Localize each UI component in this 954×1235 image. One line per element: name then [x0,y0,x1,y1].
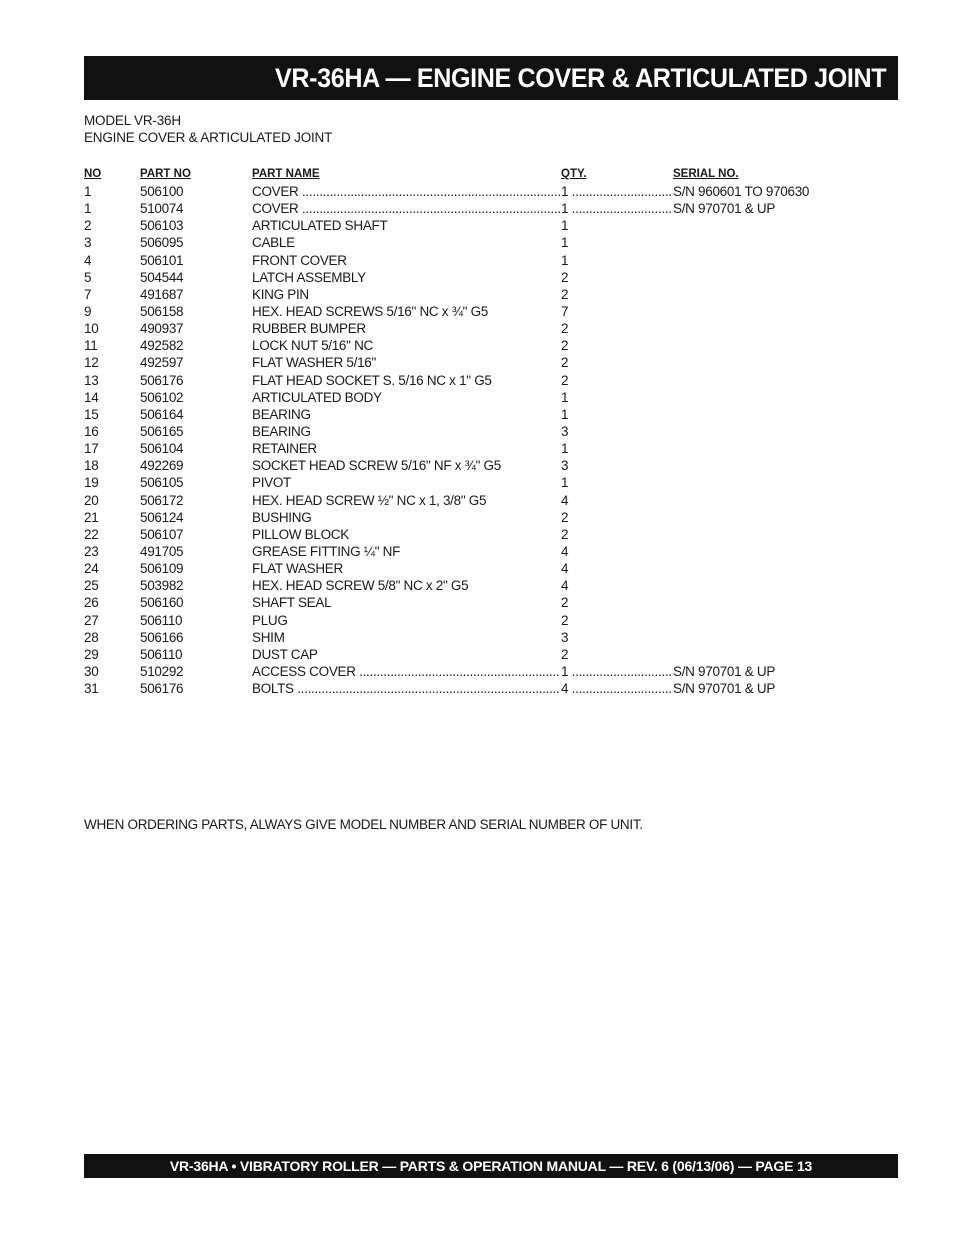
quantity-text: 1 [561,218,569,234]
quantity [561,629,671,646]
serial-number [673,183,809,200]
table-row [84,354,824,371]
item-number-text: 28 [84,629,99,645]
quantity [561,389,671,406]
quantity-text: 4 [561,492,569,508]
item-number [84,200,91,217]
part-number [140,646,182,663]
item-number [84,629,98,646]
item-number-text: 12 [84,355,99,371]
part-number-text: 492597 [140,355,184,371]
part-name [252,509,560,526]
page-title: VR-36HA — ENGINE COVER & ARTICULATED JOINT [274,63,886,93]
item-number-text: 5 [84,269,92,285]
table-row [84,337,824,354]
part-name [252,252,560,269]
item-number [84,612,98,629]
part-name-text: FLAT WASHER [252,561,343,577]
quantity-text: 1 [561,663,569,679]
item-number [84,543,98,560]
table-row [84,389,824,406]
part-name [252,663,560,680]
item-number-text: 15 [84,406,99,422]
table-row [84,543,824,560]
part-name-text: BEARING [252,406,311,422]
table-row [84,594,824,611]
part-number [140,543,183,560]
quantity-text: 2 [561,509,569,525]
part-number-text: 506103 [140,218,184,234]
item-number [84,354,98,371]
part-name-text: BOLTS [252,681,294,697]
part-number-text: 506107 [140,526,184,542]
part-name-text: HEX. HEAD SCREW ½" NC x 1, 3/8" G5 [252,492,487,508]
quantity [561,560,671,577]
table-row [84,492,824,509]
serial-number-text: S/N 970701 & UP [673,681,776,697]
serial-number [673,680,775,697]
part-number [140,612,182,629]
part-number-text: 490937 [140,321,184,337]
quantity [561,440,671,457]
part-number [140,509,183,526]
item-number [84,594,98,611]
part-number [140,389,183,406]
part-name-text: PILLOW BLOCK [252,526,349,542]
quantity [561,183,671,200]
item-number-text: 14 [84,389,99,405]
table-row [84,423,824,440]
column-header-no: NO [84,168,102,180]
quantity-text: 1 [561,389,569,405]
table-row [84,629,824,646]
quantity [561,612,671,629]
item-number-text: 3 [84,235,92,251]
part-name [252,543,560,560]
part-name-text: RUBBER BUMPER [252,321,366,337]
item-number-text: 4 [84,252,92,268]
part-number-text: 506104 [140,441,184,457]
part-number [140,594,183,611]
item-number [84,526,98,543]
part-number [140,423,183,440]
part-name [252,474,560,491]
table-row [84,200,824,217]
serial-number-text: S/N 970701 & UP [673,201,776,217]
part-name-text: ACCESS COVER [252,663,356,679]
item-number-text: 16 [84,423,99,439]
table-row [84,217,824,234]
quantity-text: 2 [561,612,569,628]
part-number-text: 510074 [140,201,184,217]
part-name [252,303,560,320]
part-name-text: ARTICULATED SHAFT [252,218,388,234]
part-name-text: HEX. HEAD SCREWS 5/16" NC x ¾" G5 [252,303,489,319]
quantity [561,354,671,371]
item-number-text: 30 [84,663,99,679]
quantity-text: 2 [561,321,569,337]
table-row [84,577,824,594]
part-name-text: LATCH ASSEMBLY [252,269,366,285]
quantity-text: 4 [561,543,569,559]
quantity-text: 1 [561,235,569,251]
item-number-text: 31 [84,681,99,697]
table-row [84,457,824,474]
part-name [252,183,560,200]
table-row [84,286,824,303]
quantity [561,372,671,389]
quantity [561,457,671,474]
part-name [252,457,560,474]
part-number [140,303,183,320]
part-name-text: COVER [252,184,299,199]
quantity [561,423,671,440]
item-number [84,286,91,303]
quantity-text: 2 [561,286,569,302]
part-number-text: 506124 [140,509,184,525]
part-number [140,320,183,337]
part-number [140,217,183,234]
quantity-text: 1 [561,441,569,457]
quantity [561,337,671,354]
item-number [84,680,98,697]
part-number-text: 506102 [140,389,184,405]
part-name-text: DUST CAP [252,646,318,662]
part-number [140,560,183,577]
part-number-text: 506095 [140,235,184,251]
item-number [84,423,98,440]
quantity-text: 3 [561,458,569,474]
item-number-text: 7 [84,286,92,302]
part-name-text: FLAT HEAD SOCKET S. 5/16 NC x 1" G5 [252,372,492,388]
part-name [252,354,560,371]
part-name-text: SHAFT SEAL [252,595,332,611]
column-header-part-name: PART NAME [252,168,320,180]
column-header-part-no: PART NO [140,168,191,180]
quantity [561,492,671,509]
part-number [140,286,183,303]
part-name-text: PIVOT [252,475,292,491]
item-number [84,183,91,200]
part-name-text: KING PIN [252,286,309,302]
quantity [561,663,671,680]
part-name-text: GREASE FITTING ¼" NF [252,543,401,559]
serial-number-text: S/N 960601 TO 970630 [673,184,810,199]
part-name [252,680,560,697]
quantity-text: 1 [561,406,569,422]
quantity-text: 2 [561,338,569,354]
quantity-text: 7 [561,303,569,319]
table-row [84,646,824,663]
part-number [140,492,183,509]
item-number-text: 2 [84,218,92,234]
quantity-text: 2 [561,595,569,611]
part-number-text: 503982 [140,578,184,594]
part-number-text: 506158 [140,303,184,319]
part-number [140,200,183,217]
item-number-text: 23 [84,543,99,559]
item-number-text: 17 [84,441,99,457]
table-row [84,252,824,269]
quantity [561,474,671,491]
part-name-text: LOCK NUT 5/16" NC [252,338,373,354]
quantity [561,252,671,269]
part-number [140,474,183,491]
item-number [84,389,98,406]
part-name [252,560,560,577]
part-number-text: 506110 [140,646,183,662]
part-name-text: SOCKET HEAD SCREW 5/16" NF x ¾" G5 [252,458,501,474]
part-number [140,234,183,251]
part-number-text: 506109 [140,561,184,577]
ordering-note: WHEN ORDERING PARTS, ALWAYS GIVE MODEL NUMBER AND SERIAL NUMBER OF UNIT. [84,817,643,832]
quantity [561,646,671,663]
quantity-text: 3 [561,629,569,645]
part-name [252,200,560,217]
table-row [84,440,824,457]
part-number [140,372,183,389]
part-number [140,680,183,697]
quantity-text: 2 [561,355,569,371]
quantity-text: 2 [561,269,569,285]
part-number-text: 506100 [140,184,184,199]
table-row [84,560,824,577]
item-number-text: 10 [84,321,99,337]
part-number [140,183,183,200]
item-number-text: 25 [84,578,99,594]
quantity [561,543,671,560]
part-name [252,406,560,423]
item-number-text: 21 [84,509,99,525]
item-number-text: 11 [84,338,98,354]
quantity-text: 1 [561,184,569,199]
item-number [84,560,98,577]
quantity [561,200,671,217]
quantity [561,303,671,320]
item-number [84,474,98,491]
part-number-text: 491705 [140,543,184,559]
item-number-text: 1 [84,184,92,199]
column-header-qty: QTY. [561,168,587,180]
quantity [561,286,671,303]
part-number-text: 492582 [140,338,184,354]
part-number [140,526,183,543]
part-number [140,252,183,269]
part-name [252,389,560,406]
part-name [252,629,560,646]
quantity-text: 1 [561,475,569,491]
part-number-text: 506160 [140,595,184,611]
item-number-text: 20 [84,492,99,508]
part-number [140,406,183,423]
quantity-text: 2 [561,372,569,388]
item-number-text: 22 [84,526,99,542]
part-name [252,320,560,337]
part-name-text: COVER [252,201,299,217]
item-number [84,320,98,337]
part-name [252,423,560,440]
part-name [252,577,560,594]
item-number [84,577,98,594]
table-row [84,663,824,680]
quantity [561,680,671,697]
item-number [84,217,91,234]
part-number-text: 506166 [140,629,184,645]
item-number-text: 18 [84,458,99,474]
item-number [84,663,98,680]
table-row [84,269,824,286]
table-row [84,526,824,543]
part-name-text: CABLE [252,235,295,251]
part-number [140,354,183,371]
part-number-text: 492269 [140,458,184,474]
serial-number [673,200,775,217]
part-number-text: 506176 [140,372,184,388]
part-number [140,440,183,457]
part-name-text: PLUG [252,612,288,628]
part-name-text: BUSHING [252,509,312,525]
quantity-text: 4 [561,681,569,697]
quantity [561,217,671,234]
part-name [252,217,560,234]
quantity [561,526,671,543]
part-name [252,440,560,457]
part-number [140,663,183,680]
item-number [84,457,98,474]
model-label: MODEL VR-36H [84,113,181,128]
part-name-text: FRONT COVER [252,252,347,268]
part-number-text: 506110 [140,612,183,628]
quantity-text: 1 [561,252,569,268]
quantity-text: 4 [561,578,569,594]
part-number-text: 506101 [140,252,184,268]
item-number [84,269,91,286]
table-row [84,509,824,526]
quantity-text: 2 [561,526,569,542]
part-name [252,646,560,663]
item-number [84,646,98,663]
quantity-text: 3 [561,423,569,439]
footer-bar [84,1154,898,1178]
table-row [84,303,824,320]
part-number [140,337,183,354]
table-row [84,474,824,491]
quantity [561,594,671,611]
item-number [84,303,91,320]
item-number [84,252,91,269]
quantity-text: 2 [561,646,569,662]
title-bar [84,56,898,100]
item-number-text: 9 [84,303,92,319]
item-number [84,509,98,526]
item-number-text: 27 [84,612,99,628]
part-name-text: HEX. HEAD SCREW 5/8" NC x 2" G5 [252,578,469,594]
table-row [84,680,824,697]
part-number [140,457,183,474]
item-number [84,337,97,354]
part-name [252,286,560,303]
item-number [84,440,98,457]
part-name [252,372,560,389]
part-name [252,612,560,629]
part-number-text: 491687 [140,286,184,302]
quantity [561,269,671,286]
part-number [140,269,183,286]
part-name [252,269,560,286]
part-number-text: 506176 [140,681,184,697]
part-number-text: 504544 [140,269,184,285]
table-row [84,406,824,423]
quantity [561,320,671,337]
table-row [84,320,824,337]
item-number-text: 24 [84,561,99,577]
part-name [252,337,560,354]
table-row [84,234,824,251]
item-number [84,234,91,251]
table-row [84,612,824,629]
part-number [140,629,183,646]
item-number-text: 26 [84,595,99,611]
quantity [561,577,671,594]
part-name [252,492,560,509]
section-label: ENGINE COVER & ARTICULATED JOINT [84,130,333,145]
item-number-text: 13 [84,372,99,388]
part-name-text: BEARING [252,423,311,439]
part-name-text: SHIM [252,629,285,645]
part-name [252,234,560,251]
part-number-text: 506165 [140,423,184,439]
part-number-text: 506164 [140,406,184,422]
table-row [84,183,824,200]
item-number-text: 1 [84,201,92,217]
serial-number-text: S/N 970701 & UP [673,663,776,679]
part-number [140,577,183,594]
part-name [252,526,560,543]
part-name-text: RETAINER [252,441,317,457]
part-number-text: 506105 [140,475,184,491]
part-name-text: ARTICULATED BODY [252,389,382,405]
quantity-text: 1 [561,201,569,217]
part-number-text: 506172 [140,492,184,508]
parts-table [84,183,824,697]
serial-number [673,663,775,680]
part-name-text: FLAT WASHER 5/16" [252,355,376,371]
item-number [84,492,98,509]
footer-text: VR-36HA • VIBRATORY ROLLER — PARTS & OPERATION MANUAL — REV. 6 (06/13/06) — PAGE 13 [169,1158,813,1174]
column-header-serial: SERIAL NO. [673,168,739,180]
item-number-text: 29 [84,646,99,662]
quantity [561,509,671,526]
quantity [561,406,671,423]
item-number [84,372,98,389]
part-name [252,594,560,611]
quantity-text: 4 [561,561,569,577]
part-number-text: 510292 [140,663,184,679]
item-number [84,406,98,423]
quantity [561,234,671,251]
table-row [84,372,824,389]
item-number-text: 19 [84,475,99,491]
